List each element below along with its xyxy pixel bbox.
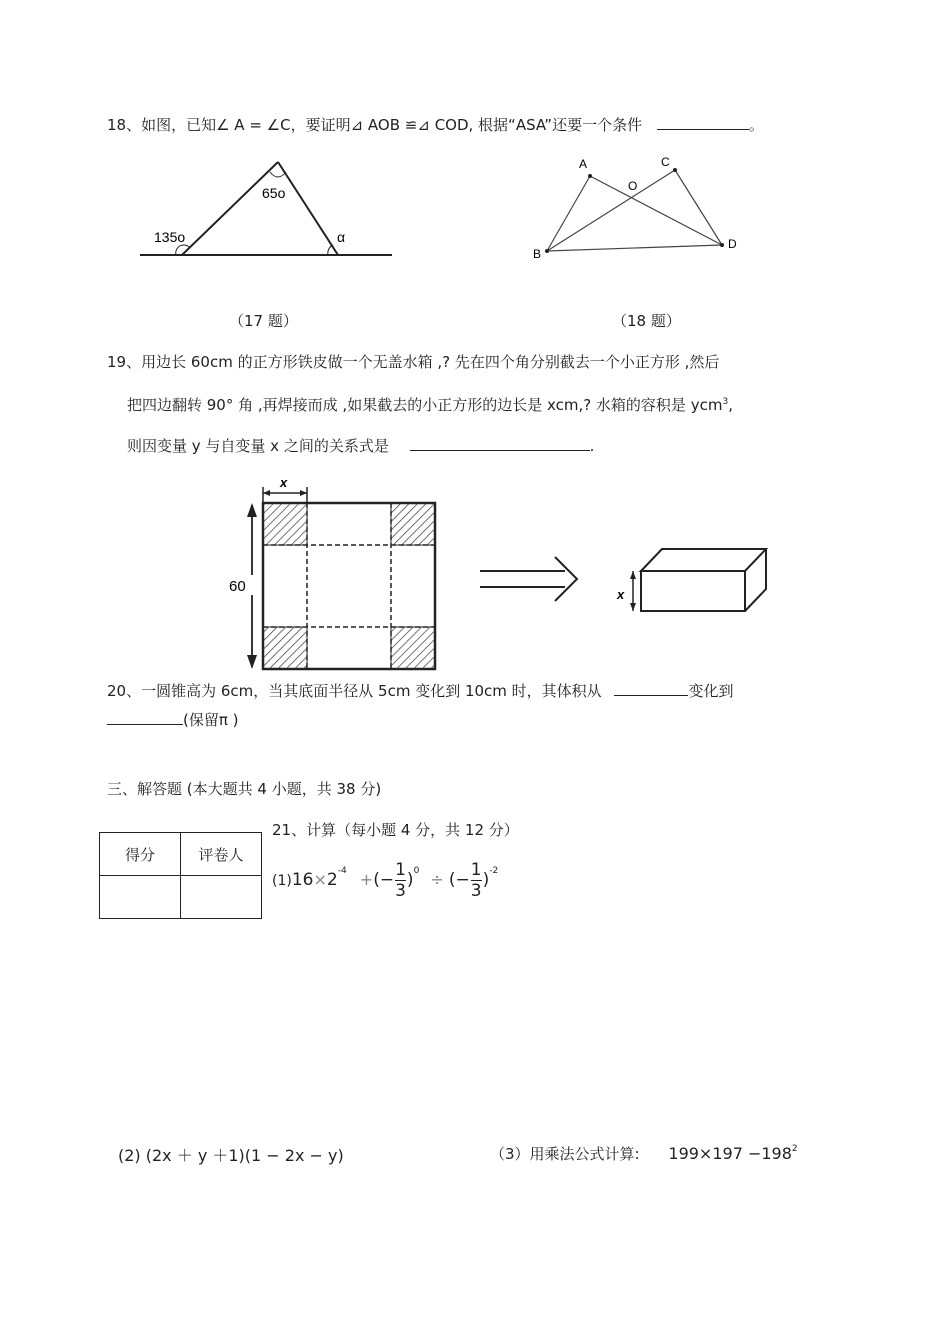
box-side-edges <box>745 549 766 611</box>
p3-square-sup: 2 <box>791 1144 798 1154</box>
divide-sign: ÷ <box>430 870 444 889</box>
x-dim-arrow-left <box>263 490 270 496</box>
fig18-point-D <box>720 243 724 247</box>
exp-zero: 0 <box>413 866 420 876</box>
fig18-caption: （18 题） <box>612 312 681 330</box>
q18-answer-blank[interactable] <box>657 115 749 130</box>
frac1-num: 1 <box>395 860 406 880</box>
score-header: 得分 <box>100 833 181 876</box>
paren-neg-1: (− <box>373 870 395 890</box>
box-x-arrow-bottom <box>630 603 636 611</box>
times-sign: × <box>313 870 327 889</box>
q19-answer-blank[interactable] <box>410 436 590 451</box>
fig17-angle-top: 65o <box>262 185 286 201</box>
fig17-caption: （17 题） <box>229 312 298 330</box>
fig17-angle-alpha: α <box>337 229 346 245</box>
q21-part3 <box>490 1143 798 1164</box>
figure-17 <box>130 150 410 270</box>
grader-header: 评卷人 <box>181 833 262 876</box>
p3-label: （3）用乘法公式计算: <box>490 1145 640 1163</box>
p1-base-two: 2 <box>326 870 338 890</box>
fig18-label-D: D <box>728 237 737 251</box>
q18-statement: 18、如图，已知∠ A = ∠C，要证明⊿ AOB ≌⊿ COD, 根据“ASA”还要一个条件 <box>107 116 643 134</box>
fig18-label-A: A <box>579 157 588 171</box>
score-table <box>99 832 262 919</box>
q20-line1 <box>107 680 733 701</box>
box-x-label: x <box>617 587 625 602</box>
fig18-line-AB <box>547 176 590 251</box>
q21-title: 21、计算（每小题 4 分，共 12 分） <box>272 821 519 839</box>
q20-line2 <box>107 709 239 730</box>
p1-exp-neg4: -4 <box>337 866 347 876</box>
rparen-2: ) <box>482 870 490 890</box>
q21-part1 <box>272 860 498 901</box>
fig17-side-left <box>182 162 278 255</box>
fig17-side-right <box>278 162 338 255</box>
fig18-label-B: B <box>533 247 542 261</box>
corner-cut-bl <box>263 627 307 669</box>
frac2-den: 3 <box>470 881 482 901</box>
q19-cube-sup: 3 <box>722 397 729 407</box>
q19-line3-end: . <box>589 437 595 455</box>
q20-blank-from[interactable] <box>614 681 688 696</box>
box-x-arrow-top <box>630 571 636 579</box>
corner-cut-tl <box>263 503 307 545</box>
q21-part2: (2) (2x ＋ y ＋1)(1 − 2x − y) <box>118 1146 344 1165</box>
fraction-1 <box>395 860 406 901</box>
plus-sign: + <box>359 870 374 889</box>
q19-line2-text: 把四边翻转 90° 角 ,再焊接而成 ,如果截去的小正方形的边长是 xcm,? 水箱的容积是 ycm <box>127 396 723 414</box>
fig17-arc-top <box>270 172 286 177</box>
q20-blank-to[interactable] <box>107 710 183 725</box>
x-dim-arrow-right <box>300 490 307 496</box>
x-top-label: x <box>280 475 288 490</box>
frac1-den: 3 <box>395 881 406 901</box>
score-cell[interactable] <box>100 876 181 919</box>
fig18-point-B <box>545 249 549 253</box>
corner-cut-tr <box>391 503 435 545</box>
fig18-line-BD <box>547 245 722 251</box>
fig18-point-C <box>673 168 677 172</box>
q20-text: 20、一圆锥高为 6cm，当其底面半径从 5cm 变化到 10cm 时，其体积从 <box>107 682 602 700</box>
frac2-num: 1 <box>470 860 482 880</box>
q19-line3-text: 则因变量 y 与自变量 x 之间的关系式是 <box>127 437 389 455</box>
grader-cell[interactable] <box>181 876 262 919</box>
q20-keep-pi: (保留π ) <box>183 711 239 729</box>
q18-end: 。 <box>748 116 764 134</box>
p3-expression: 199×197 −198 <box>668 1144 792 1163</box>
rparen-1: ) <box>406 870 414 890</box>
section3-title: 三、解答题 (本大题共 4 小题，共 38 分) <box>107 780 382 798</box>
figure-19 <box>225 475 785 675</box>
fig18-label-O: O <box>628 179 638 193</box>
fig18-point-A <box>588 174 592 178</box>
p1-label: (1) <box>272 873 292 889</box>
q19-line1: 19、用边长 60cm 的正方形铁皮做一个无盖水箱 ,? 先在四个角分别截去一个小正方形 ,然后 <box>107 353 720 371</box>
fig18-line-AD <box>590 176 722 245</box>
q19-line2 <box>127 394 733 415</box>
q20-change-to: 变化到 <box>688 682 734 700</box>
arrow-head <box>555 557 577 601</box>
side-arrow-top <box>247 503 257 517</box>
exp-neg2: -2 <box>489 866 499 876</box>
fig18-label-C: C <box>661 155 670 169</box>
q18-text <box>107 114 764 135</box>
q19-line2-end: , <box>728 396 733 414</box>
fig18-line-CD <box>675 170 722 245</box>
q19-line3 <box>127 435 594 456</box>
box-top-rim <box>641 549 766 571</box>
p1-sixteen: 16 <box>291 870 314 890</box>
box-front-face <box>641 571 745 611</box>
figure-18 <box>525 150 755 265</box>
fig17-angle-left: 135o <box>154 229 186 245</box>
side-label-60: 60 <box>229 578 246 595</box>
side-arrow-bottom <box>247 655 257 669</box>
paren-neg-2: (− <box>448 870 470 890</box>
fraction-2 <box>471 860 482 901</box>
corner-cut-br <box>391 627 435 669</box>
